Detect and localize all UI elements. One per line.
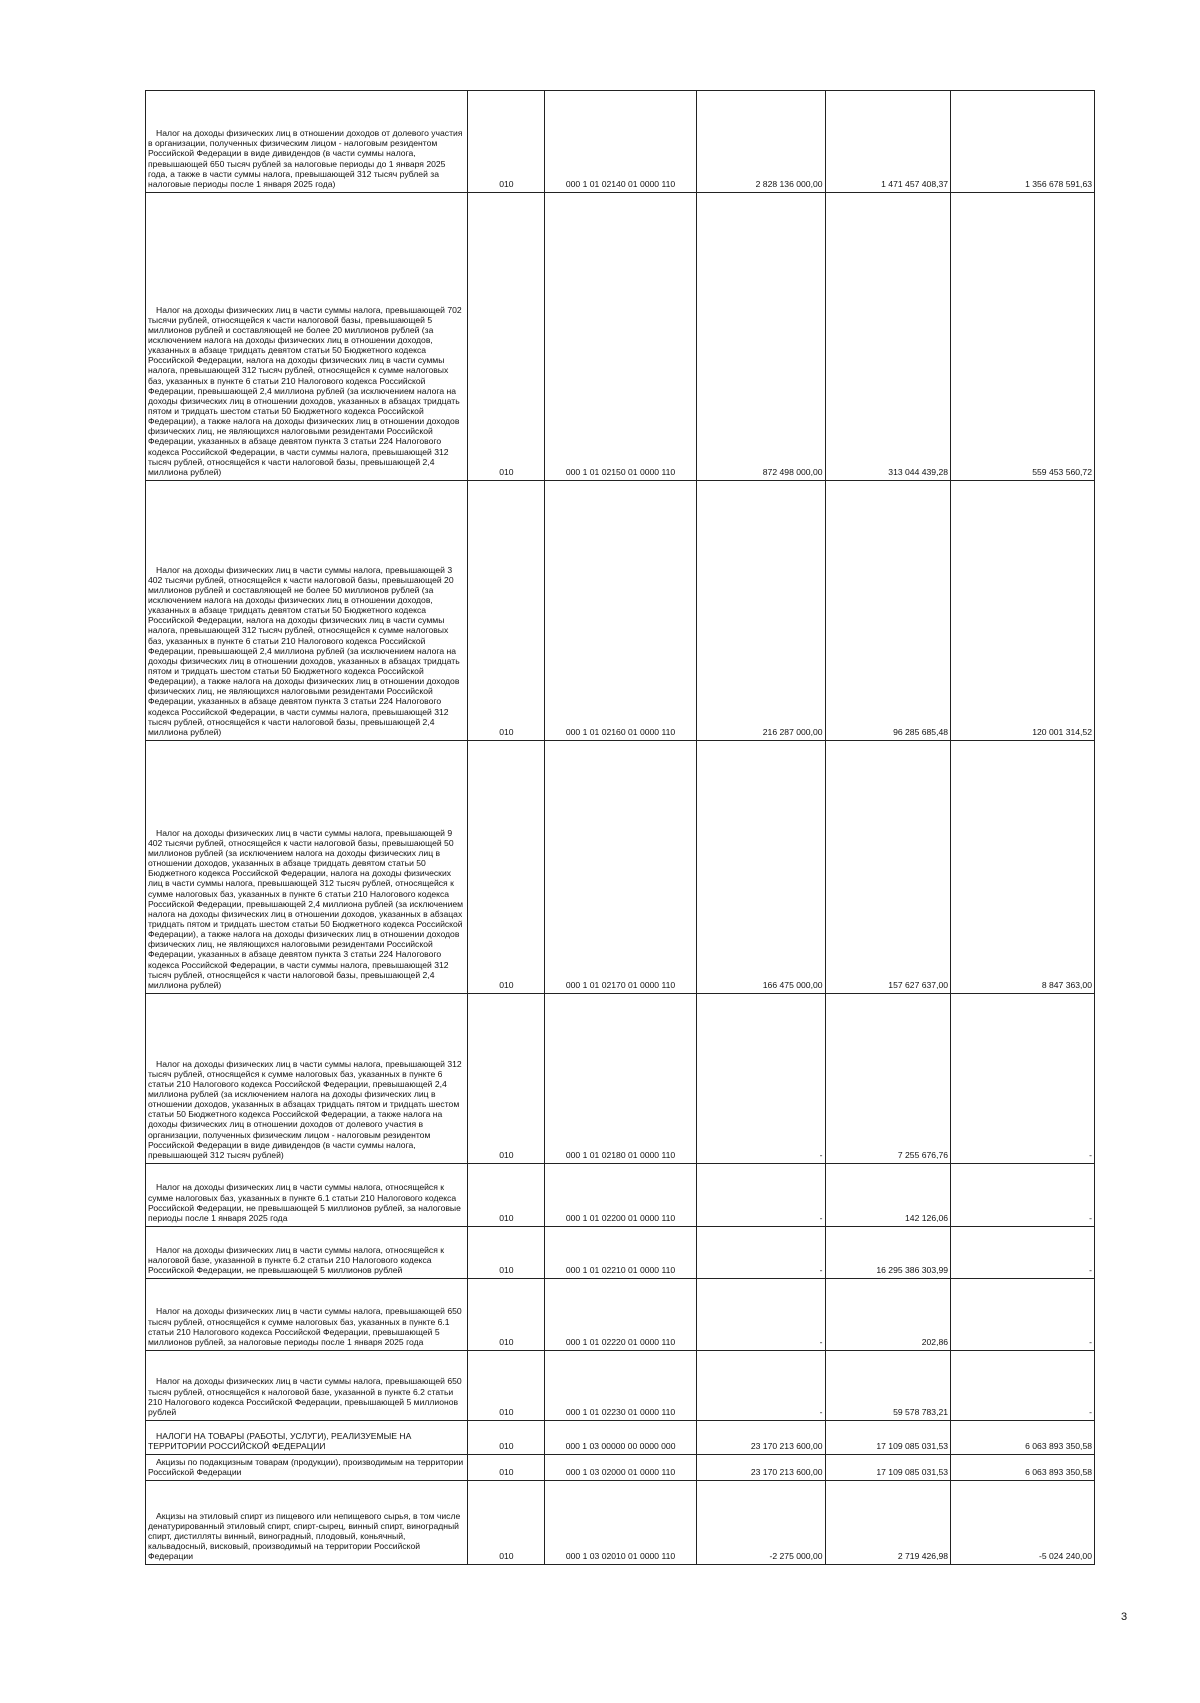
- row-line-code: 010: [468, 994, 545, 1164]
- row-name: НАЛОГИ НА ТОВАРЫ (РАБОТЫ, УСЛУГИ), РЕАЛИЗУЕМЫЕ НА ТЕРРИТОРИИ РОССИЙСКОЙ ФЕДЕРАЦИИ: [146, 1421, 468, 1455]
- row-line-code: 010: [468, 1227, 545, 1279]
- row-executed: 96 285 685,48: [825, 481, 951, 741]
- row-budget-code: 000 1 03 02000 01 0000 110: [545, 1455, 696, 1481]
- row-budget-code: 000 1 01 02140 01 0000 110: [545, 91, 696, 193]
- row-budget-code: 000 1 01 02200 01 0000 110: [545, 1164, 696, 1227]
- row-name: Акцизы на этиловый спирт из пищевого или непищевого сырья, в том числе денатурированный этиловый спирт, спирт-сырец, винный спирт, виноградный спирт, дистилляты винный, виноградный, плодовый, коньячный, кальвадосный, висковый, производимый на территории Российской Федерации: [146, 1481, 468, 1565]
- row-line-code: 010: [468, 481, 545, 741]
- table-row: [146, 1351, 1095, 1421]
- row-budget-code: 000 1 01 02210 01 0000 110: [545, 1227, 696, 1279]
- row-executed: 17 109 085 031,53: [825, 1455, 951, 1481]
- row-line-code: 010: [468, 1421, 545, 1455]
- table-row: [146, 994, 1095, 1164]
- row-approved: 23 170 213 600,00: [696, 1421, 825, 1455]
- row-approved: -: [696, 1279, 825, 1351]
- row-budget-code: 000 1 01 02230 01 0000 110: [545, 1351, 696, 1421]
- row-approved: 872 498 000,00: [696, 193, 825, 481]
- table-row: [146, 741, 1095, 994]
- revenue-table: [145, 90, 1095, 1565]
- row-executed: 2 719 426,98: [825, 1481, 951, 1565]
- row-name: Налог на доходы физических лиц в части суммы налога, относящейся к сумме налоговых баз, указанных в пункте 6.1 статьи 210 Налогового кодекса Российской Федерации, не превышающей 5 миллионов рублей, за налоговые периоды после 1 января 2025 года: [146, 1164, 468, 1227]
- row-name: Налог на доходы физических лиц в части суммы налога, превышающей 3 402 тысячи рублей, относящейся к части налоговой базы, превышающей 20 миллионов рублей и составляющей не более 50 миллионов рублей (за исключением налога на доходы физических лиц в отношении доходов, указанных в абзаце тридцать девятом статьи 50 Бюджетного кодекса Российской Федерации, налога на доходы физических лиц в части суммы налога, превышающей 312 тысяч рублей, относящейся к сумме налоговых баз, указанных в пункте 6 статьи 210 Налогового кодекса Российской Федерации, превышающей 2,4 миллиона рублей (за исключением налога на доходы физических лиц в отношении доходов, указанных в абзацах тридцать пятом и тридцать шестом статьи 50 Бюджетного кодекса Российской Федерации), а также налога на доходы физических лиц в отношении доходов физических лиц, не являющихся налоговыми резидентами Российской Федерации, указанных в абзаце девятом пункта 3 статьи 224 Налогового кодекса Российской Федерации, в части суммы налога, превышающей 312 тысяч рублей, относящейся к части налоговой базы, превышающей 2,4 миллиона рублей): [146, 481, 468, 741]
- row-budget-code: 000 1 03 00000 00 0000 000: [545, 1421, 696, 1455]
- row-line-code: 010: [468, 91, 545, 193]
- row-unexecuted: -: [951, 1279, 1095, 1351]
- row-executed: 313 044 439,28: [825, 193, 951, 481]
- row-name: Налог на доходы физических лиц в части суммы налога, превышающей 702 тысячи рублей, относящейся к части налоговой базы, превышающей 5 миллионов рублей и составляющей не более 20 миллионов рублей (за исключением налога на доходы физических лиц в отношении доходов, указанных в абзаце тридцать девятом статьи 50 Бюджетного кодекса Российской Федерации, налога на доходы физических лиц в части суммы налога, превышающей 312 тысяч рублей, относящейся к сумме налоговых баз, указанных в пункте 6 статьи 210 Налогового кодекса Российской Федерации, превышающей 2,4 миллиона рублей (за исключением налога на доходы физических лиц в отношении доходов, указанных в абзацах тридцать пятом и тридцать шестом статьи 50 Бюджетного кодекса Российской Федерации), а также налога на доходы физических лиц в отношении доходов физических лиц, не являющихся налоговыми резидентами Российской Федерации, указанных в абзаце девятом пункта 3 статьи 224 Налогового кодекса Российской Федерации, в части суммы налога, превышающей 312 тысяч рублей, относящейся к части налоговой базы, превышающей 2,4 миллиона рублей): [146, 193, 468, 481]
- row-name: Акцизы по подакцизным товарам (продукции), производимым на территории Российской Федерации: [146, 1455, 468, 1481]
- row-line-code: 010: [468, 1279, 545, 1351]
- row-name: Налог на доходы физических лиц в части суммы налога, превышающей 312 тысяч рублей, относящейся к сумме налоговых баз, указанных в пункте 6 статьи 210 Налогового кодекса Российской Федерации, превышающей 2,4 миллиона рублей (за исключением налога на доходы физических лиц в отношении доходов, указанных в абзацах тридцать пятом и тридцать шестом статьи 50 Бюджетного кодекса Российской Федерации, а также налога на доходы физических лиц в отношении доходов от долевого участия в организации, полученных физическим лицом - налоговым резидентом Российской Федерации в виде дивидендов (в части суммы налога, превышающей 312 тысяч рублей): [146, 994, 468, 1164]
- row-approved: -: [696, 994, 825, 1164]
- table-row: [146, 1421, 1095, 1455]
- row-name: Налог на доходы физических лиц в отношении доходов от долевого участия в организации, полученных физическим лицом - налоговым резидентом Российской Федерации в виде дивидендов (в части суммы налога, превышающей 650 тысяч рублей за налоговые периоды до 1 января 2025 года, а также в части суммы налога, превышающей 312 тысяч рублей за налоговые периоды после 1 января 2025 года): [146, 91, 468, 193]
- row-approved: -: [696, 1351, 825, 1421]
- row-unexecuted: 120 001 314,52: [951, 481, 1095, 741]
- row-executed: 7 255 676,76: [825, 994, 951, 1164]
- row-unexecuted: 559 453 560,72: [951, 193, 1095, 481]
- row-name: Налог на доходы физических лиц в части суммы налога, превышающей 650 тысяч рублей, относящейся к налоговой базе, указанной в пункте 6.2 статьи 210 Налогового кодекса Российской Федерации, превышающей 5 миллионов рублей: [146, 1351, 468, 1421]
- row-name: Налог на доходы физических лиц в части суммы налога, относящейся к налоговой базе, указанной в пункте 6.2 статьи 210 Налогового кодекса Российской Федерации, не превышающей 5 миллионов рублей: [146, 1227, 468, 1279]
- row-budget-code: 000 1 01 02150 01 0000 110: [545, 193, 696, 481]
- row-executed: 17 109 085 031,53: [825, 1421, 951, 1455]
- row-unexecuted: 1 356 678 591,63: [951, 91, 1095, 193]
- table-row: [146, 1481, 1095, 1565]
- row-approved: -: [696, 1164, 825, 1227]
- table-row: [146, 1227, 1095, 1279]
- row-approved: 166 475 000,00: [696, 741, 825, 994]
- row-budget-code: 000 1 01 02160 01 0000 110: [545, 481, 696, 741]
- row-budget-code: 000 1 01 02170 01 0000 110: [545, 741, 696, 994]
- table-body: [146, 91, 1095, 1565]
- row-unexecuted: -: [951, 1351, 1095, 1421]
- row-unexecuted: -: [951, 994, 1095, 1164]
- row-approved: 23 170 213 600,00: [696, 1455, 825, 1481]
- row-executed: 1 471 457 408,37: [825, 91, 951, 193]
- row-executed: 16 295 386 303,99: [825, 1227, 951, 1279]
- row-executed: 142 126,06: [825, 1164, 951, 1227]
- row-budget-code: 000 1 03 02010 01 0000 110: [545, 1481, 696, 1565]
- row-approved: -2 275 000,00: [696, 1481, 825, 1565]
- row-approved: 2 828 136 000,00: [696, 91, 825, 193]
- row-line-code: 010: [468, 193, 545, 481]
- row-budget-code: 000 1 01 02180 01 0000 110: [545, 994, 696, 1164]
- row-line-code: 010: [468, 1455, 545, 1481]
- row-unexecuted: 6 063 893 350,58: [951, 1455, 1095, 1481]
- row-unexecuted: -: [951, 1227, 1095, 1279]
- row-budget-code: 000 1 01 02220 01 0000 110: [545, 1279, 696, 1351]
- page-number: 3: [1121, 1611, 1128, 1623]
- row-line-code: 010: [468, 1351, 545, 1421]
- row-unexecuted: -: [951, 1164, 1095, 1227]
- row-executed: 157 627 637,00: [825, 741, 951, 994]
- row-unexecuted: -5 024 240,00: [951, 1481, 1095, 1565]
- table-row: [146, 193, 1095, 481]
- row-approved: 216 287 000,00: [696, 481, 825, 741]
- table-row: [146, 1455, 1095, 1481]
- row-approved: -: [696, 1227, 825, 1279]
- row-unexecuted: 8 847 363,00: [951, 741, 1095, 994]
- table-row: [146, 1164, 1095, 1227]
- row-name: Налог на доходы физических лиц в части суммы налога, превышающей 9 402 тысячи рублей, относящейся к части налоговой базы, превышающей 50 миллионов рублей (за исключением налога на доходы физических лиц в отношении доходов, указанных в абзаце тридцать девятом статьи 50 Бюджетного кодекса Российской Федерации, налога на доходы физических лиц в части суммы налога, превышающей 312 тысяч рублей, относящейся к сумме налоговых баз, указанных в пункте 6 статьи 210 Налогового кодекса Российской Федерации, превышающей 2,4 миллиона рублей (за исключением налога на доходы физических лиц в отношении доходов, указанных в абзацах тридцать пятом и тридцать шестом статьи 50 Бюджетного кодекса Российской Федерации), а также налога на доходы физических лиц в отношении доходов физических лиц, не являющихся налоговыми резидентами Российской Федерации, указанных в абзаце девятом пункта 3 статьи 224 Налогового кодекса Российской Федерации, в части суммы налога, превышающей 312 тысяч рублей, относящейся к части налоговой базы, превышающей 2,4 миллиона рублей): [146, 741, 468, 994]
- table-row: [146, 91, 1095, 193]
- row-executed: 59 578 783,21: [825, 1351, 951, 1421]
- row-line-code: 010: [468, 1164, 545, 1227]
- row-line-code: 010: [468, 741, 545, 994]
- row-line-code: 010: [468, 1481, 545, 1565]
- row-name: Налог на доходы физических лиц в части суммы налога, превышающей 650 тысяч рублей, относящейся к сумме налоговых баз, указанных в пункте 6.1 статьи 210 Налогового кодекса Российской Федерации, превышающей 5 миллионов рублей, за налоговые периоды после 1 января 2025 года: [146, 1279, 468, 1351]
- table-row: [146, 481, 1095, 741]
- table-row: [146, 1279, 1095, 1351]
- row-executed: 202,86: [825, 1279, 951, 1351]
- row-unexecuted: 6 063 893 350,58: [951, 1421, 1095, 1455]
